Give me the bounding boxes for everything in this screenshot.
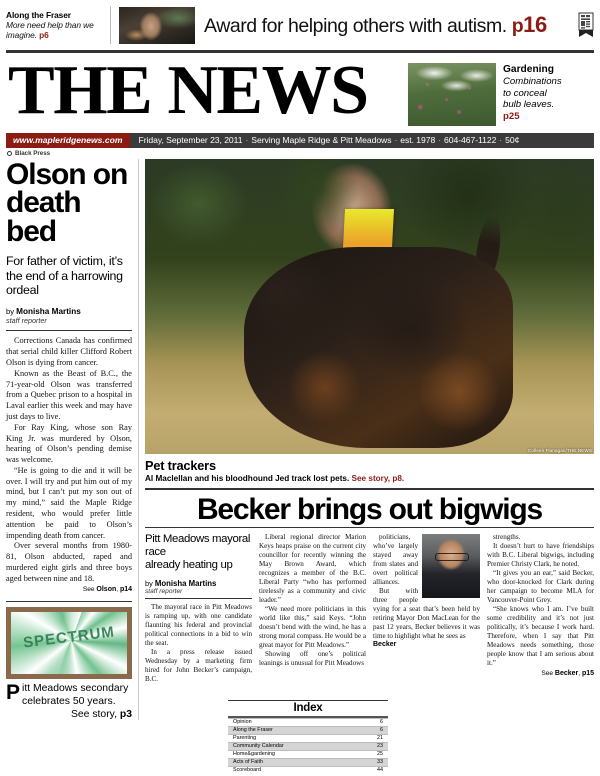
index-row[interactable] (228, 766, 388, 774)
spectrum-photo-word: SPECTRUM (22, 622, 116, 652)
promo-pitt-meadows-secondary[interactable] (6, 601, 132, 719)
index-row[interactable] (228, 758, 388, 766)
lead-story-deck: For father of victim, it’s the end of a harrowing ordeal (6, 254, 123, 298)
lead-headline-line-2: death bed (6, 186, 81, 248)
becker-headline-rule (145, 527, 594, 528)
gardening-photo (408, 63, 496, 126)
promo-text (6, 683, 132, 707)
becker-subhead (145, 533, 252, 572)
folio-bar (6, 133, 594, 148)
index-row[interactable] (228, 718, 388, 726)
lead-byline (6, 307, 132, 325)
index-page-number: 33 (355, 758, 388, 766)
jump-prefix: See (82, 586, 95, 594)
index-section-label: Home&gardening (228, 750, 355, 758)
teaser-headline[interactable] (204, 12, 572, 38)
lead-paragraph: Known as the Beast of B.C., the 71-year-old Olson was transferred from a Quebec prison to a hospital in Laval earlier this week and may have just days to live. (6, 368, 132, 421)
photo-caption-title: Pet trackers (145, 457, 216, 473)
becker-column-1 (145, 533, 252, 684)
becker-paragraph: politicians, who’ve largely stayed away from slates and overt political alliances. (373, 532, 418, 586)
index-section-label: Parenting (228, 734, 355, 742)
lead-story-body (6, 336, 132, 584)
index-row[interactable] (228, 734, 388, 742)
index-row[interactable] (228, 726, 388, 734)
index-row[interactable] (228, 750, 388, 758)
index-page-number: 44 (355, 766, 388, 774)
page-prefix: p (511, 15, 524, 37)
jump-label: Olson (96, 586, 117, 594)
becker-jump-prefix: See (541, 669, 554, 677)
lead-byline-rule (6, 330, 132, 332)
index-section-label: Scoreboard (228, 766, 355, 774)
becker-column-4 (487, 533, 594, 684)
byline-author: Monisha Martins (16, 306, 81, 316)
index-page-number: 25 (355, 750, 388, 758)
page-title: THE NEWS (8, 51, 368, 129)
index-section-label: Community Calendar (228, 742, 355, 750)
becker-column-3 (373, 533, 480, 684)
gardening-line-1: Combinations (503, 75, 562, 87)
becker-column-2 (259, 533, 366, 684)
teaser-left-title: Along the Fraser (6, 9, 71, 20)
autism-award-photo (119, 7, 195, 44)
promo-dropcap: P (6, 681, 21, 705)
teaser-left-subtitle: More need help than we imagine. (6, 19, 94, 41)
publisher-logo (6, 148, 594, 159)
phone-number: 604-467-1122 (444, 135, 497, 145)
photo-credit: Colleen Flanagan/THE NEWS (527, 447, 592, 453)
becker-byline-rule (145, 598, 252, 599)
publisher-name: Black Press (15, 149, 51, 157)
gardening-line-3: bulb leaves. (503, 99, 555, 111)
gardening-title: Gardening (503, 63, 554, 75)
index-section-label: Acts of Faith (228, 758, 355, 766)
jump-page: p14 (119, 586, 132, 594)
becker-paragraph: Showing off one’s political leanings is unusual for Pitt Meadows (259, 649, 366, 667)
promo-see-prefix: See story, (70, 708, 117, 720)
black-press-dot-icon (7, 151, 12, 156)
content-grid (6, 159, 594, 720)
folio-info: Friday, September 23, 2011 · Serving Maple Ridge & Pitt Meadows · est. 1978 · 604-467-1122 · 50¢ (138, 135, 520, 145)
caption-body: Al Maclellan and his bloodhound Jed track lost pets. (145, 473, 350, 483)
spectrum-yearbook-photo (6, 607, 132, 679)
promo-line-1: itt Meadows secondary (22, 683, 129, 695)
lead-paragraph: Over several months from 1980-81, Olson abducted, raped and murdered eight girls and three boys aged between nine and 18. (6, 541, 132, 583)
lead-paragraph: “He is going to die and it will be over. I will try and put him out of my mind, but I can’t put my son out of my mind,” said the Maple Ridge resident, who would prefer little attention be paid to Olson’s impending death from cancer. (6, 465, 132, 540)
becker-portrait-label: Becker (373, 640, 397, 648)
becker-paragraph: strengths. (493, 532, 521, 541)
left-column (6, 159, 138, 720)
becker-byline-author: Monisha Martins (154, 578, 217, 588)
becker-paragraph: “It gives you an ear,” said Becker, who door-knocked for Clark during her campaign to become MLA for Vancouver-Point Grey. (487, 568, 594, 604)
promo-line-2: celebrates 50 years. (22, 695, 116, 707)
index-row[interactable] (228, 742, 388, 750)
becker-paragraph: “We need more politicians in this world like this,” said Keys. “John doesn’t bend with the wind, he has a strong moral compass. He would be a great mayor for Pitt Meadows.” (259, 604, 366, 649)
teaser-gardening[interactable] (408, 57, 594, 126)
becker-byline-role: staff reporter (145, 587, 183, 595)
page-number: 16 (523, 12, 547, 37)
becker-paragraph: “She knows who I am. I’ve built some credibility and it’s not just politically, it’s because I work hard. Therefore, when I say that Pitt Meadows needs something, those people know that I am serious about it.” (487, 604, 594, 667)
becker-paragraph: The mayoral race in Pitt Meadows is ramping up, with one candidate flaunting his federal and provincial political connections in a bid to win the seat. (145, 603, 252, 648)
cover-price: 50¢ (505, 135, 520, 145)
becker-jumpline[interactable]: See Becker, p15 (541, 669, 594, 677)
gardening-page-ref[interactable]: p25 (503, 111, 520, 123)
becker-paragraph: But with three people vying for a seat that’s been held by retiring Mayor Don MacLean for the past 12 years, Becker believes it was time to highlight what he sees as (373, 586, 480, 640)
lead-headline-line-1: Olson on (6, 157, 128, 191)
teaser-left-page-ref[interactable]: p6 (39, 30, 49, 41)
byline-role: staff reporter (6, 315, 47, 325)
masthead (6, 53, 594, 131)
becker-byline (145, 579, 252, 595)
teaser-headline-page-ref[interactable] (511, 12, 547, 37)
becker-byline-prefix: by (145, 578, 153, 588)
index-section-label: Along the Fraser (228, 726, 355, 734)
becker-portrait (422, 534, 480, 598)
website-url[interactable]: www.mapleridgenews.com (6, 133, 130, 148)
becker-paragraph: It doesn’t hurt to have friendships with B.C. Liberal bigwigs, including Premier Christy Clark, he noted. (487, 541, 594, 568)
caption-link-prefix: See story, (351, 473, 391, 483)
established-year: est. 1978 (400, 135, 436, 145)
gardening-line-2: to conceal (503, 87, 547, 99)
caption-see-story-link[interactable] (352, 474, 405, 483)
teaser-divider (110, 6, 111, 44)
caption-link-page: p8. (392, 473, 405, 483)
becker-paragraph: In a press release issued Wednesday by a marketing firm hired for John Becker’s campaign, B.C. (145, 648, 252, 684)
bookmark-icon (578, 12, 594, 38)
photo-bloodhound (244, 247, 513, 448)
becker-story-columns (145, 533, 594, 684)
teaser-along-the-fraser[interactable] (6, 10, 110, 41)
lead-paragraph: Corrections Canada has confirmed that serial child killer Clifford Robert Olson is dying from cancer. (6, 336, 132, 368)
promo-see-story[interactable] (6, 709, 132, 720)
index-page-number: 21 (355, 734, 388, 742)
teaser-headline-text: Award for helping others with autism. (204, 15, 507, 37)
becker-jump-label: Becker (554, 669, 579, 677)
becker-jump-page: p15 (581, 669, 594, 677)
photo-caption-text (145, 474, 594, 483)
becker-paragraph: Liberal regional director Marion Keys heaps praise on the current city councillor for recently winning the May Brown Award, which recognizes a member of the B.C. Liberal Party “who has performed tirelessly as a community and civic leader.” (259, 532, 366, 604)
index-page-number: 6 (355, 726, 388, 734)
becker-headline[interactable]: Becker brings out bigwigs (196, 492, 543, 526)
top-teaser-strip (6, 0, 594, 48)
index-section-label: Opinion (228, 718, 355, 726)
lead-story-headline[interactable] (6, 159, 132, 247)
promo-see-page: p3 (119, 708, 132, 720)
serving-area: Serving Maple Ridge & Pitt Meadows (251, 135, 392, 145)
index-title: Index (293, 702, 323, 715)
lead-paragraph: For Ray King, whose son Ray King Jr. was murdered by Olson, hearing of Olson’s pending demise was welcome. (6, 422, 132, 465)
becker-subhead-line-2: already heating up (145, 558, 233, 571)
index-page-number: 23 (355, 742, 388, 750)
publication-date: Friday, September 23, 2011 (138, 135, 243, 145)
becker-subhead-line-1: Pitt Meadows mayoral race (145, 532, 251, 558)
index-page-number: 6 (355, 718, 388, 726)
section-divider-rule (145, 488, 594, 490)
index-table (228, 718, 388, 775)
index-box (228, 700, 388, 774)
main-column (138, 159, 594, 720)
byline-prefix: by (6, 306, 15, 316)
pet-trackers-photo (145, 159, 594, 454)
lead-jumpline[interactable]: See Olson, p14 (82, 586, 132, 594)
